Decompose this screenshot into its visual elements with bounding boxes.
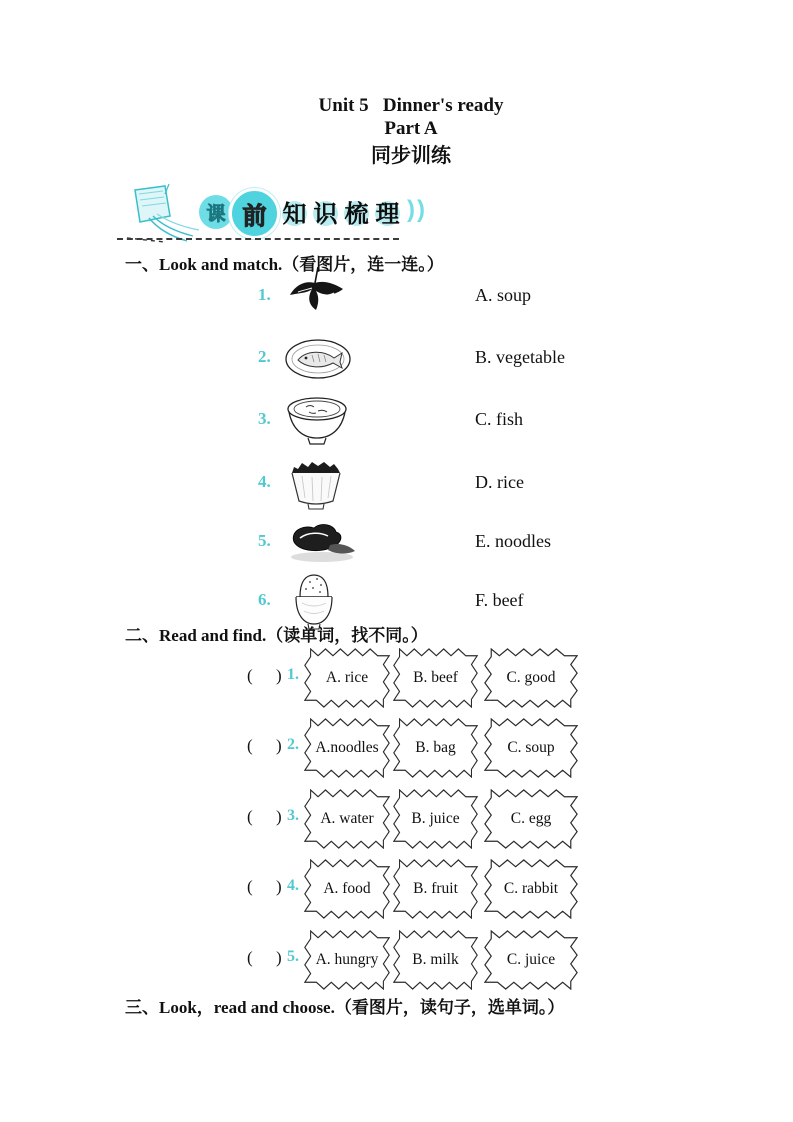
starburst-choice: B. milk bbox=[393, 930, 478, 990]
item-number: 2. bbox=[258, 347, 271, 366]
answer-paren-open: ( bbox=[247, 948, 253, 967]
starburst-choice: C. soup bbox=[484, 718, 578, 778]
pre-class-banner bbox=[117, 180, 427, 248]
starburst-choice: B. fruit bbox=[393, 859, 478, 919]
banner-knowledge-text: 知 识 梳 理 bbox=[279, 194, 403, 229]
match-option: F. beef bbox=[475, 590, 524, 610]
answer-paren-close: ) bbox=[276, 807, 282, 826]
find-row bbox=[0, 789, 793, 849]
answer-paren-open: ( bbox=[247, 666, 253, 685]
find-row bbox=[0, 859, 793, 919]
section2-heading: 二、Read and find.（读单词，找不同。） bbox=[125, 626, 428, 645]
item-number: 5. bbox=[258, 531, 271, 550]
answer-paren-close: ) bbox=[276, 877, 282, 896]
starburst-choice: A. food bbox=[304, 859, 390, 919]
starburst-choice: C. rabbit bbox=[484, 859, 578, 919]
banner-badge-ke: 课 bbox=[199, 195, 233, 229]
item-number: 3. bbox=[258, 409, 271, 428]
item-number: 4. bbox=[258, 472, 271, 491]
starburst-choice: A. rice bbox=[304, 648, 390, 708]
soup-bowl-icon bbox=[284, 396, 350, 453]
rice-bowl-dark-icon bbox=[284, 458, 348, 517]
section1-heading: 一、Look and match.（看图片，连一连。） bbox=[125, 255, 444, 274]
banner-suffix-marks: )) bbox=[407, 196, 427, 223]
match-option: D. rice bbox=[475, 472, 524, 492]
match-option: B. vegetable bbox=[475, 347, 565, 367]
starburst-choice: C. juice bbox=[484, 930, 578, 990]
answer-paren-open: ( bbox=[247, 736, 253, 755]
unit-title: Unit 5 Dinner's ready bbox=[318, 95, 504, 116]
match-option: C. fish bbox=[475, 409, 524, 429]
starburst-choice: A.noodles bbox=[304, 718, 390, 778]
answer-paren-close: ) bbox=[276, 736, 282, 755]
row-number: 2. bbox=[287, 736, 299, 753]
row-number: 3. bbox=[287, 807, 299, 824]
row-number: 4. bbox=[287, 877, 299, 894]
match-option: A. soup bbox=[475, 285, 532, 305]
starburst-choice: B. beef bbox=[393, 648, 478, 708]
banner-dashed-line bbox=[117, 238, 399, 240]
answer-paren-open: ( bbox=[247, 877, 253, 896]
starburst-choice: C. good bbox=[484, 648, 578, 708]
answer-paren-open: ( bbox=[247, 807, 253, 826]
starburst-choice: B. juice bbox=[393, 789, 478, 849]
starburst-choice: A. water bbox=[304, 789, 390, 849]
row-number: 1. bbox=[287, 666, 299, 683]
answer-paren-close: ) bbox=[276, 666, 282, 685]
starburst-choice: A. hungry bbox=[304, 930, 390, 990]
item-number: 6. bbox=[258, 590, 271, 609]
fish-plate-icon bbox=[284, 338, 352, 385]
starburst-choice: C. egg bbox=[484, 789, 578, 849]
find-row bbox=[0, 648, 793, 708]
item-number: 1. bbox=[258, 285, 271, 304]
beef-steak-icon bbox=[284, 520, 360, 569]
part-title: Part A bbox=[384, 118, 438, 139]
section3-heading: 三、Look，read and choose.（看图片，读句子，选单词。） bbox=[125, 998, 565, 1017]
find-row bbox=[0, 930, 793, 990]
subtitle-chinese: 同步训练 bbox=[371, 145, 451, 167]
banner-badge-qian: 前 bbox=[229, 188, 280, 239]
row-number: 5. bbox=[287, 948, 299, 965]
answer-paren-close: ) bbox=[276, 948, 282, 967]
vegetable-icon bbox=[284, 266, 348, 327]
starburst-choice: B. bag bbox=[393, 718, 478, 778]
match-option: E. noodles bbox=[475, 531, 551, 551]
find-row bbox=[0, 718, 793, 778]
